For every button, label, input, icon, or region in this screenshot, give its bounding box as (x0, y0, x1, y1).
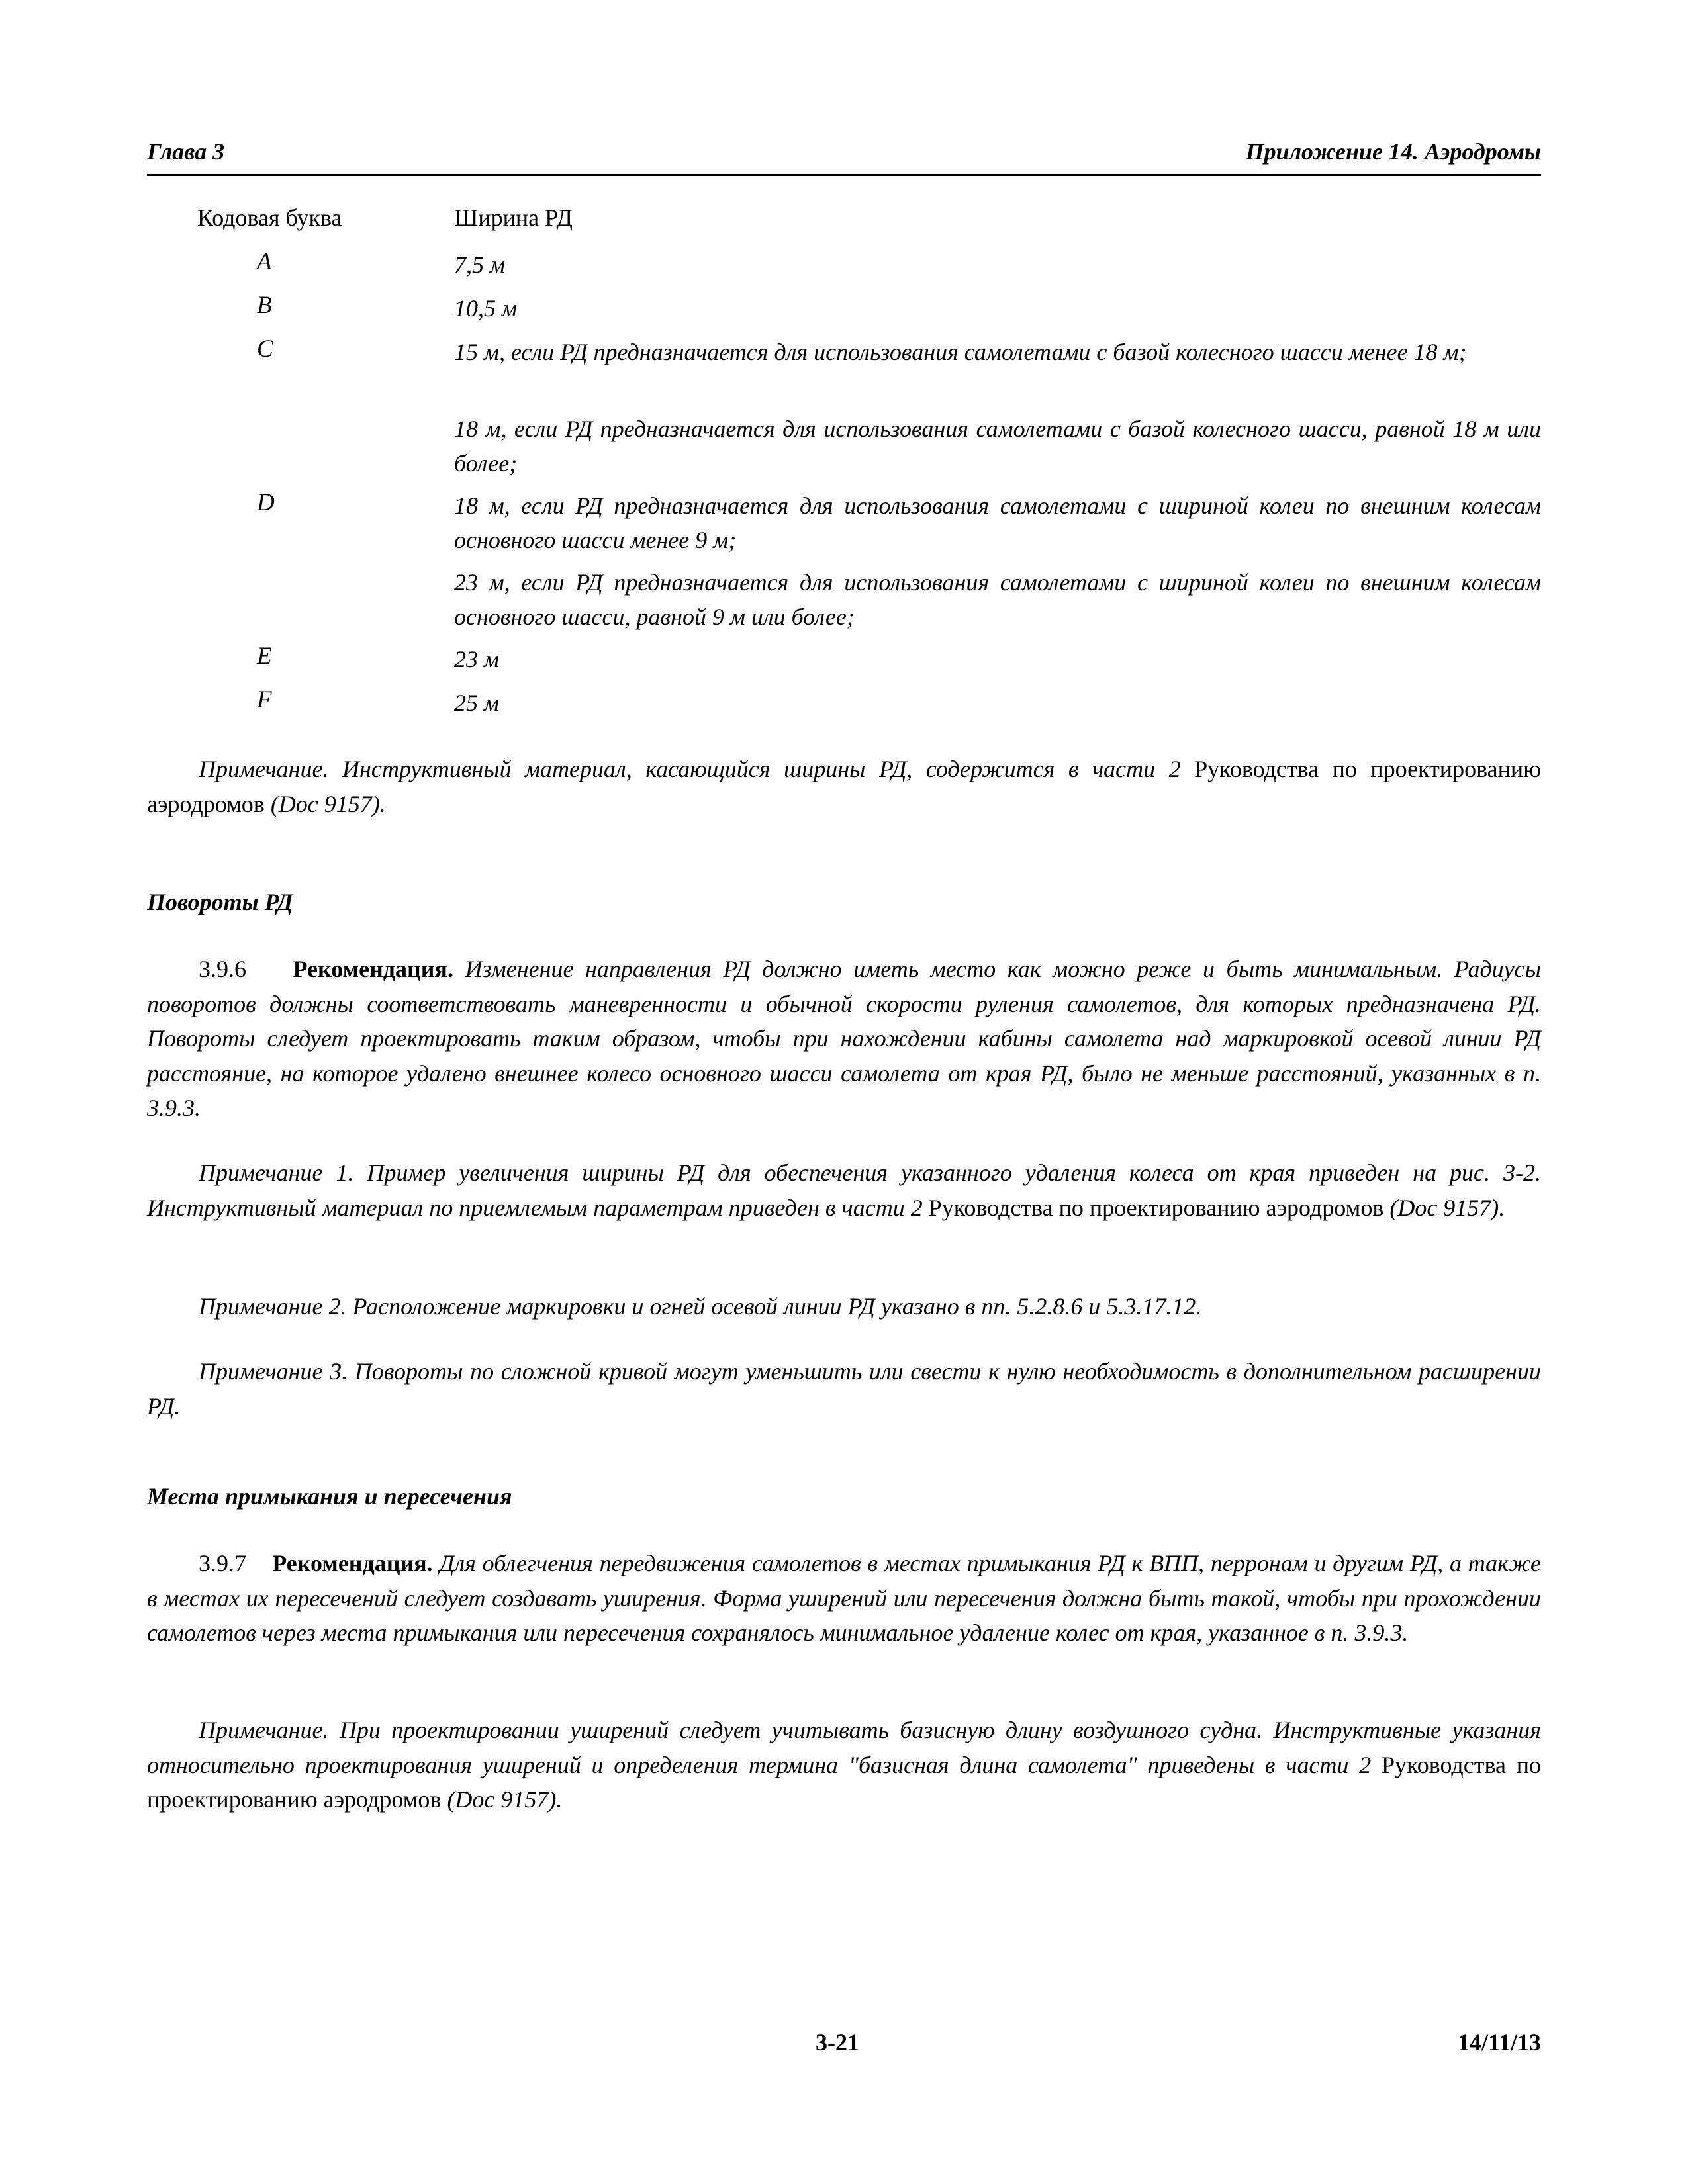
note-reference-title: Руководства по проектированию аэродромов (928, 1194, 1384, 1221)
table-row-letter: B (257, 292, 272, 319)
table-row-letter: E (257, 643, 272, 670)
table-row-letter: C (257, 336, 273, 363)
note-text: Примечание 3. Повороты по сложной кривой могут уменьшить или свести к нулю необходимость в дополнительном расширении РД. (147, 1358, 1541, 1420)
note-taxiway-width (147, 752, 1541, 821)
note-1-turns (147, 1156, 1541, 1225)
note-3-turns (147, 1354, 1541, 1424)
table-row-width: 15 м, если РД предназначается для использования самолетами с базой колесного шасси менее 18 м; (454, 339, 1467, 365)
note-junctions (147, 1713, 1541, 1817)
note-2-turns (147, 1289, 1541, 1324)
note-reference-title: Руководства по проектированию аэродромов (147, 756, 1541, 817)
note-text: Примечание. Инструктивный материал, касающийся ширины РД, содержится в части 2 (199, 756, 1181, 782)
paragraph-number: 3.9.7 (199, 1550, 246, 1576)
table-row-letter: A (257, 248, 272, 275)
page-number: 3-21 (816, 2029, 859, 2056)
paragraph-3-9-6 (147, 952, 1541, 1126)
section-title-turns: Повороты РД (147, 889, 293, 915)
paragraph-text: Изменение направления РД должно иметь место как можно реже и быть минимальным. Радиусы поворотов должны соответствовать маневренности и обычной скорости руления самолетов, для которых предназначена РД. Повороты следует проектировать таким образом, чтобы при нахождении кабины самолета над маркировкой осевой линии РД расстояние, на которое удалено внешнее колесо основного шасси самолета от края РД, было не меньше расстояний, указанных в п. 3.9.3. (147, 956, 1542, 1121)
table-row-width: 25 м (454, 690, 499, 716)
paragraph-text: Для облегчения передвижения самолетов в местах примыкания РД к ВПП, перронам и другим РД, а также в местах их пересечений следует создавать уширения. Форма уширений или пересечения должна быть такой, чтобы при прохождении самолетов через места примыкания или пересечения сохранялось минимальное удаление колес от края, указанное в п. 3.9.3. (147, 1550, 1542, 1646)
table-row-width: 18 м, если РД предназначается для использования самолетами с шириной колеи по внешним колесам основного шасси менее 9 м; (454, 492, 1541, 553)
paragraph-number: 3.9.6 (199, 956, 246, 982)
note-doc-reference: (Doc 9157). (1389, 1194, 1505, 1221)
header-annex-title: Приложение 14. Аэродромы (1245, 138, 1541, 165)
note-text: Примечание. При проектировании уширений следует учитывать базисную длину воздушного судна. Инструктивные указания относительно проектирования уширений и определения термина "базисная длина самолета" приведены в части 2 (147, 1717, 1541, 1778)
recommendation-label: Рекомендация. (272, 1550, 433, 1576)
table-row-width: 10,5 м (454, 295, 517, 322)
table-row-width: 7,5 м (454, 251, 505, 278)
section-title-junctions: Места примыкания и пересечения (147, 1483, 512, 1510)
note-reference-title: Руководства по проектированию аэродромов (147, 1751, 1542, 1813)
note-text: Примечание 1. Пример увеличения ширины РД для обеспечения указанного удаления колеса от края приведен на рис. 3-2. Инструктивный материал по приемлемым параметрам приведен в части 2 (147, 1160, 1541, 1221)
table-row-width: 23 м (454, 646, 499, 672)
table-row-width: 23 м, если РД предназначается для использования самолетами с шириной колеи по внешним колесам основного шасси, равной 9 м или более; (454, 569, 1541, 630)
table-row-letter: F (257, 686, 272, 713)
header-rule (147, 174, 1541, 176)
recommendation-label: Рекомендация. (293, 956, 454, 982)
table-header-width: Ширина РД (454, 205, 573, 231)
note-text: Примечание 2. Расположение маркировки и огней осевой линии РД указано в пп. 5.2.8.6 и 5.3.17.12. (199, 1293, 1202, 1320)
table-row-letter: D (257, 489, 275, 516)
note-doc-reference: (Doc 9157). (270, 790, 386, 817)
header-chapter: Глава 3 (147, 138, 225, 165)
paragraph-3-9-7 (147, 1546, 1541, 1651)
table-header-code: Кодовая буква (197, 205, 342, 231)
note-doc-reference: (Doc 9157). (447, 1786, 563, 1813)
table-row-width: 18 м, если РД предназначается для использования самолетами с базой колесного шасси, равной 18 м или более; (454, 416, 1541, 477)
amendment-date: 14/11/13 (1457, 2029, 1541, 2056)
